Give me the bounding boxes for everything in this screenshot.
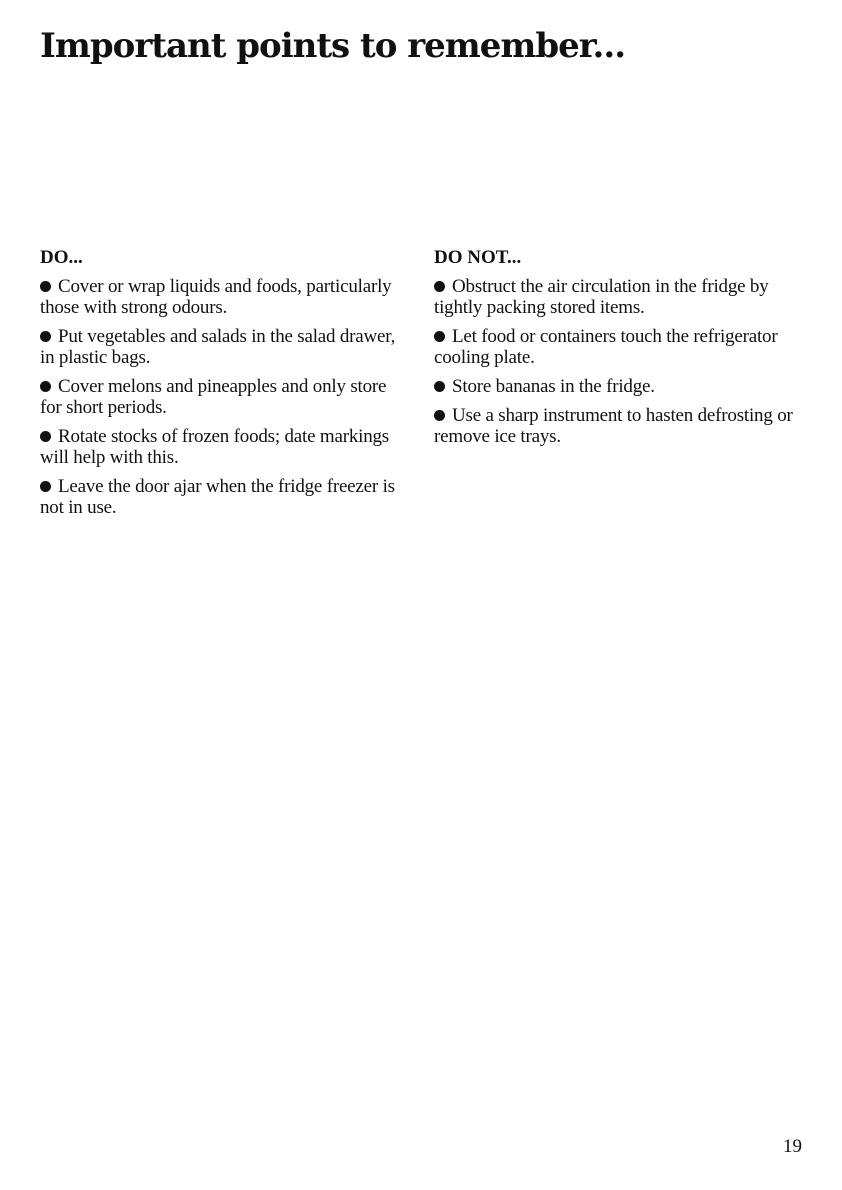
bullet-icon bbox=[40, 481, 51, 492]
list-item-text: Cover or wrap liquids and foods, particularly those with strong odours. bbox=[40, 276, 392, 318]
bullet-icon bbox=[434, 281, 445, 292]
list-item bbox=[434, 326, 804, 368]
do-not-list bbox=[434, 276, 804, 447]
do-section bbox=[40, 246, 410, 526]
list-item bbox=[434, 276, 804, 318]
do-heading: DO... bbox=[40, 247, 83, 268]
do-not-heading: DO NOT... bbox=[434, 247, 522, 268]
list-item bbox=[434, 376, 804, 397]
list-item bbox=[40, 276, 410, 318]
bullet-icon bbox=[434, 410, 445, 421]
list-item-text: Let food or containers touch the refrigerator cooling plate. bbox=[434, 326, 778, 368]
bullet-icon bbox=[40, 431, 51, 442]
list-item bbox=[40, 476, 410, 518]
do-not-section bbox=[434, 246, 804, 455]
do-list bbox=[40, 276, 410, 518]
bullet-icon bbox=[40, 281, 51, 292]
bullet-icon bbox=[40, 331, 51, 342]
list-item bbox=[40, 426, 410, 468]
bullet-icon bbox=[40, 381, 51, 392]
bullet-icon bbox=[434, 381, 445, 392]
list-item bbox=[40, 326, 410, 368]
list-item-text: Store bananas in the fridge. bbox=[452, 376, 655, 397]
list-item bbox=[434, 405, 804, 447]
list-item-text: Cover melons and pineapples and only store for short periods. bbox=[40, 376, 387, 418]
list-item bbox=[40, 376, 410, 418]
list-item-text: Rotate stocks of frozen foods; date markings will help with this. bbox=[40, 426, 390, 468]
list-item-text: Use a sharp instrument to hasten defrosting or remove ice trays. bbox=[434, 405, 793, 447]
bullet-icon bbox=[434, 331, 445, 342]
list-item-text: Leave the door ajar when the fridge freezer is not in use. bbox=[40, 476, 395, 518]
page-title: Important points to remember... bbox=[40, 26, 626, 66]
page-number: 19 bbox=[783, 1136, 802, 1157]
list-item-text: Obstruct the air circulation in the fridge by tightly packing stored items. bbox=[434, 276, 769, 318]
list-item-text: Put vegetables and salads in the salad drawer, in plastic bags. bbox=[40, 326, 396, 368]
